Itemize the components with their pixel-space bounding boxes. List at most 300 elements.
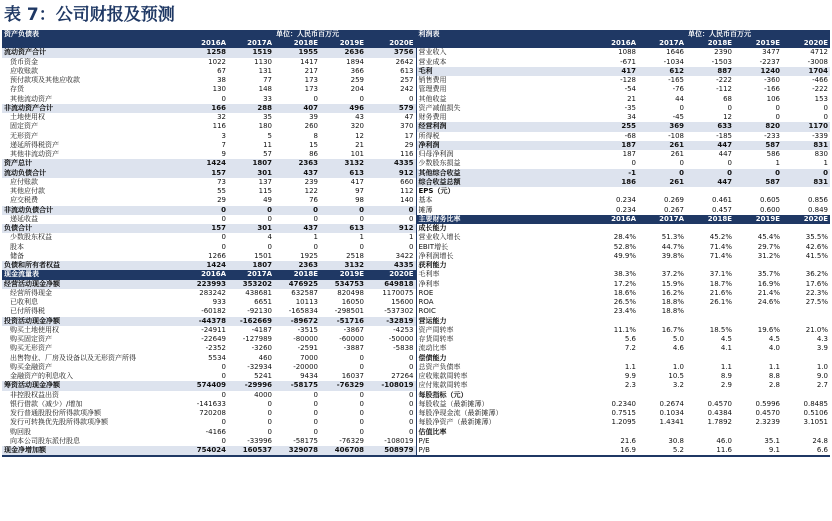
income-ratio-value: 3.2 <box>672 381 684 390</box>
table-row <box>2 67 830 76</box>
balance-sheet-unit: 单位：人民币百万元 <box>274 30 416 39</box>
balance-cashflow-value: 534753 <box>320 280 366 289</box>
table-row <box>2 132 830 141</box>
balance-cashflow-value: -165834 <box>288 307 318 316</box>
balance-cashflow-value: 9 <box>221 150 226 159</box>
income-ratio-value: 45.4% <box>757 233 780 242</box>
balance-cashflow-value: -80000 <box>293 335 318 344</box>
income-ratio-value: 831 <box>782 141 830 150</box>
income-ratio-value: 1088 <box>618 48 636 57</box>
income-ratio-value: 4.3 <box>816 335 829 344</box>
income-ratio-value: 26.1% <box>709 298 732 307</box>
income-ratio-value: -222 <box>716 76 732 85</box>
page-title: 表 7：公司财报及预测 <box>4 5 175 25</box>
table-row <box>2 437 830 446</box>
income-ratio-value: 35.5% <box>805 233 829 242</box>
income-ratio-value: -112 <box>716 85 732 94</box>
income-ratio-value: 0 <box>823 103 829 112</box>
balance-cashflow-value: 15600 <box>366 298 416 307</box>
table-row <box>2 391 830 400</box>
balance-cashflow-value: -4253 <box>366 326 416 335</box>
income-ratio-value: -339 <box>812 131 829 140</box>
balance-cashflow-value: 320 <box>350 122 364 131</box>
income-ratio-value: 18.8% <box>661 298 684 307</box>
income-ratio-value: 18.8% <box>661 307 684 316</box>
balance-cashflow-value: 649818 <box>366 280 416 289</box>
income-ratio-value: 0 <box>775 103 780 112</box>
balance-cashflow-value: 43 <box>355 113 364 122</box>
table-row <box>2 344 830 353</box>
year-header-blank <box>416 39 590 48</box>
income-ratio-label: EBIT增长 <box>418 242 449 251</box>
year-header-cell: 2020E <box>782 39 830 48</box>
income-ratio-label: 摊薄 <box>418 205 433 214</box>
balance-cashflow-value: 9434 <box>300 372 318 381</box>
balance-cashflow-value: 21 <box>355 140 364 149</box>
income-ratio-value: 21 <box>627 94 636 103</box>
income-ratio-value: 0.856 <box>807 196 829 205</box>
income-ratio-value: 23.4% <box>613 307 636 316</box>
income-ratio-value: 2.8 <box>768 381 780 390</box>
income-ratio-value: 4.5 <box>768 335 780 344</box>
income-ratio-value: 447 <box>686 178 734 187</box>
income-ratio-value <box>734 317 782 326</box>
income-ratio-value: 16.9% <box>757 279 780 288</box>
balance-cashflow-value: 1955 <box>274 48 320 57</box>
income-ratio-label: P/B <box>416 446 590 456</box>
table-row <box>2 104 830 113</box>
balance-cashflow-value: 820498 <box>337 288 364 297</box>
income-ratio-value: 35.1 <box>764 436 780 445</box>
balance-sheet-header: 资产负债表 <box>2 30 274 39</box>
income-ratio-value: 26.5% <box>613 298 636 307</box>
balance-cashflow-label: 负债和所有者权益 <box>2 261 182 270</box>
balance-cashflow-value: 10113 <box>295 298 318 307</box>
balance-cashflow-value: 242 <box>366 85 416 94</box>
income-ratio-value: 5.6 <box>624 335 636 344</box>
income-ratio-label: 净利润增长 <box>418 251 454 260</box>
income-ratio-label: 存货周转率 <box>418 335 454 344</box>
balance-cashflow-label: 非流动负债合计 <box>2 206 182 215</box>
table-row <box>2 206 830 215</box>
balance-cashflow-label: 土地使用权 <box>10 113 45 122</box>
balance-cashflow-value: 77 <box>263 76 272 85</box>
balance-cashflow-label: 流动资产合计 <box>2 48 182 57</box>
income-ratio-value: 6.6 <box>782 446 830 456</box>
balance-cashflow-value: -5838 <box>366 344 416 353</box>
income-ratio-value: -3008 <box>807 57 829 66</box>
income-ratio-value: 820 <box>734 122 782 131</box>
balance-cashflow-value: 301 <box>228 224 274 233</box>
balance-cashflow-value: 97 <box>355 187 364 196</box>
balance-cashflow-value: 0 <box>366 428 416 437</box>
income-ratio-label: 其他综合收益 <box>416 169 590 178</box>
balance-cashflow-value: 2636 <box>320 48 366 57</box>
balance-cashflow-value: 166 <box>182 104 228 113</box>
income-ratio-value: 0.267 <box>663 205 684 214</box>
income-ratio-value: 4.1 <box>720 344 732 353</box>
balance-cashflow-label: 金融资产的利息收入 <box>10 372 73 381</box>
balance-cashflow-value: -162669 <box>228 317 274 326</box>
balance-cashflow-value: -92130 <box>247 307 272 316</box>
income-ratio-value: 27.5% <box>805 298 829 307</box>
balance-cashflow-label: 货币资金 <box>10 57 38 66</box>
balance-cashflow-value: 148 <box>258 85 272 94</box>
income-ratio-value: 1646 <box>666 48 684 57</box>
balance-cashflow-value: 0 <box>221 390 226 399</box>
balance-cashflow-value: 0 <box>267 242 272 251</box>
income-ratio-value <box>686 317 734 326</box>
income-ratio-value: -2237 <box>759 57 780 66</box>
income-ratio-value: 831 <box>782 178 830 187</box>
income-ratio-value <box>782 391 830 400</box>
balance-cashflow-value: -22649 <box>201 335 226 344</box>
income-ratio-value: 28.4% <box>613 233 636 242</box>
income-ratio-value: 71.4% <box>709 251 732 260</box>
income-ratio-label: 应收账款周转率 <box>418 372 468 381</box>
balance-cashflow-value: 55 <box>217 187 226 196</box>
income-ratio-label: 基本 <box>418 196 433 205</box>
balance-cashflow-value: 2642 <box>366 58 416 67</box>
balance-cashflow-value: 76 <box>309 196 318 205</box>
income-ratio-value: -1 <box>590 169 638 178</box>
balance-cashflow-label: 无形资产 <box>10 131 38 140</box>
balance-cashflow-value: 86 <box>309 150 318 159</box>
balance-cashflow-value: 1424 <box>182 261 228 270</box>
income-ratio-value: 0 <box>775 113 780 122</box>
balance-cashflow-value: 460 <box>258 353 272 362</box>
income-ratio-value <box>590 391 638 400</box>
balance-cashflow-value: 0 <box>267 427 272 436</box>
income-ratio-value: 2.7 <box>816 381 829 390</box>
balance-cashflow-value: 130 <box>212 85 226 94</box>
income-ratio-value: 417 <box>590 67 638 76</box>
balance-cashflow-value: 0 <box>221 214 226 223</box>
balance-cashflow-value: 912 <box>366 169 416 178</box>
balance-cashflow-value: 301 <box>228 169 274 178</box>
income-ratio-value: 186 <box>590 178 638 187</box>
balance-cashflow-value: -108019 <box>366 381 416 390</box>
balance-cashflow-value: 437 <box>274 169 320 178</box>
income-ratio-value <box>734 307 782 316</box>
balance-cashflow-value: 0 <box>313 399 318 408</box>
income-ratio-value: 16.9 <box>590 446 638 456</box>
table-row <box>2 224 830 233</box>
balance-cashflow-value: 0 <box>313 94 318 103</box>
income-ratio-value: 21.6% <box>709 288 732 297</box>
income-ratio-value: 11.6 <box>686 446 734 456</box>
income-ratio-value: 0.461 <box>711 196 732 205</box>
income-ratio-value: 11.1% <box>613 325 636 334</box>
table-row <box>2 261 830 270</box>
income-ratio-value: 1.7892 <box>707 418 732 427</box>
income-ratio-value: -1034 <box>663 57 684 66</box>
income-ratio-value: 37.2% <box>661 270 684 279</box>
balance-cashflow-label: 发行普通股股份所得款项净额 <box>10 409 101 418</box>
balance-cashflow-value: 140 <box>366 196 416 205</box>
balance-cashflow-label: 少数股东权益 <box>10 233 52 242</box>
income-ratio-value <box>686 428 734 437</box>
income-ratio-value: 42.6% <box>805 242 829 251</box>
balance-cashflow-value: -20000 <box>293 362 318 371</box>
balance-cashflow-value: 0 <box>267 409 272 418</box>
income-ratio-label: 净利率 <box>418 279 440 288</box>
income-ratio-value: 0 <box>679 159 684 168</box>
balance-cashflow-value: 0 <box>221 94 226 103</box>
balance-cashflow-value: -44378 <box>182 317 228 326</box>
balance-cashflow-value: 1424 <box>182 159 228 168</box>
balance-cashflow-label: 其他流动资产 <box>10 94 52 103</box>
table-row <box>2 178 830 187</box>
balance-cashflow-value: 0 <box>320 206 366 215</box>
income-ratio-label: 获利能力 <box>418 261 447 270</box>
balance-cashflow-value: 39 <box>309 113 318 122</box>
income-ratio-value <box>734 187 782 196</box>
income-ratio-value <box>686 391 734 400</box>
income-ratio-label: EPS（元） <box>418 187 455 196</box>
balance-cashflow-label: 购买金融资产 <box>10 362 52 371</box>
balance-cashflow-value: 180 <box>258 122 272 131</box>
table-row <box>2 252 830 261</box>
balance-cashflow-value: 0 <box>221 372 226 381</box>
balance-cashflow-value: -76329 <box>339 436 364 445</box>
income-ratio-value: 34 <box>627 113 636 122</box>
income-ratio-value: -128 <box>620 76 636 85</box>
balance-cashflow-value: 476925 <box>274 280 320 289</box>
balance-cashflow-value: 1258 <box>182 48 228 57</box>
income-ratio-value <box>734 428 782 437</box>
income-ratio-value <box>686 261 734 270</box>
income-statement-header: 利润表 <box>416 30 686 39</box>
income-ratio-value: 0.234 <box>615 205 636 214</box>
income-ratio-value: 447 <box>686 141 734 150</box>
balance-cashflow-label: 出售物业、厂房及设备以及无形资产所得 <box>10 353 136 362</box>
table-row <box>2 335 830 344</box>
income-ratio-value: 3477 <box>762 48 780 57</box>
balance-cashflow-value: 223993 <box>182 280 228 289</box>
year-header-blank <box>2 39 182 48</box>
balance-cashflow-label: 现金净增加额 <box>2 446 182 456</box>
balance-cashflow-value: 57 <box>263 150 272 159</box>
income-ratio-value: 1.0 <box>816 362 829 371</box>
table-row <box>2 58 830 67</box>
balance-cashflow-value: 0 <box>267 214 272 223</box>
balance-cashflow-value: -141633 <box>196 399 226 408</box>
balance-cashflow-value: 0 <box>221 233 226 242</box>
income-ratio-value <box>734 224 782 233</box>
income-ratio-value: 45.2% <box>709 233 732 242</box>
income-ratio-value <box>782 317 830 326</box>
balance-cashflow-value: -32819 <box>366 317 416 326</box>
balance-cashflow-value: 0 <box>313 242 318 251</box>
income-ratio-value: 0 <box>679 103 684 112</box>
balance-cashflow-value: 0 <box>359 94 364 103</box>
income-ratio-value: 187 <box>590 141 638 150</box>
balance-cashflow-value: 259 <box>350 76 364 85</box>
table-row <box>2 215 830 224</box>
balance-cashflow-value: 1170075 <box>366 289 416 298</box>
balance-cashflow-value: 47 <box>366 113 416 122</box>
income-ratio-label: 总资产负债率 <box>418 362 461 371</box>
income-ratio-value: 633 <box>686 122 734 131</box>
income-ratio-value <box>638 187 686 196</box>
balance-cashflow-value: 1266 <box>208 251 226 260</box>
income-ratio-label: 每股净资产（最新摊薄） <box>418 418 496 427</box>
balance-cashflow-value: 0 <box>366 354 416 363</box>
income-ratio-value: 21.4% <box>757 288 780 297</box>
income-ratio-value <box>734 354 782 363</box>
table-row <box>2 187 830 196</box>
income-ratio-value: 1 <box>775 159 780 168</box>
income-ratio-value <box>590 317 638 326</box>
year-header-cell: 2016A <box>590 39 638 48</box>
table-row <box>2 372 830 381</box>
income-ratio-value: 16.2% <box>661 288 684 297</box>
balance-cashflow-label: 筹资活动现金净额 <box>2 381 182 390</box>
balance-cashflow-value: 4335 <box>366 261 416 270</box>
balance-cashflow-value: 366 <box>350 66 364 75</box>
balance-cashflow-label: 经营所得现金 <box>10 288 52 297</box>
year-header-cell: 2017A <box>228 39 274 48</box>
balance-cashflow-value: 660 <box>366 178 416 187</box>
balance-cashflow-label: 现金流量表 <box>2 270 182 279</box>
balance-cashflow-value: 7 <box>221 140 226 149</box>
balance-cashflow-value: 173 <box>304 85 318 94</box>
income-ratio-value: 0 <box>686 169 734 178</box>
balance-cashflow-value: -4187 <box>251 325 272 334</box>
income-ratio-value <box>686 187 734 196</box>
balance-cashflow-value: 3422 <box>366 252 416 261</box>
balance-cashflow-label: 递延收益 <box>10 214 38 223</box>
balance-cashflow-value: 0 <box>359 399 364 408</box>
balance-cashflow-value: -298501 <box>334 307 364 316</box>
balance-cashflow-value: 370 <box>366 122 416 131</box>
table-row <box>2 233 830 242</box>
income-ratio-value: -233 <box>764 131 780 140</box>
table-row <box>2 159 830 168</box>
balance-cashflow-value: 98 <box>355 196 364 205</box>
table-row <box>2 48 830 57</box>
balance-cashflow-value: 508979 <box>366 446 416 456</box>
income-ratio-value: 17.2% <box>613 279 636 288</box>
balance-cashflow-label: 购买固定资产 <box>10 335 52 344</box>
income-ratio-value: -68 <box>624 131 636 140</box>
table-row <box>2 141 830 150</box>
balance-cashflow-value: 2018E <box>274 270 320 279</box>
balance-cashflow-value: 438681 <box>245 288 272 297</box>
table-row <box>2 280 830 289</box>
balance-cashflow-value: 0 <box>366 95 416 104</box>
balance-cashflow-value: 38 <box>217 76 226 85</box>
balance-cashflow-value: -127989 <box>242 335 272 344</box>
header-row-years <box>2 39 830 48</box>
income-ratio-value <box>734 261 782 270</box>
income-ratio-value: 41.5% <box>805 251 829 260</box>
balance-cashflow-value: 157 <box>182 224 228 233</box>
balance-cashflow-value: 2019E <box>320 270 366 279</box>
balance-cashflow-value: 49 <box>263 196 272 205</box>
income-ratio-value: 1 <box>823 159 829 168</box>
balance-cashflow-value: 0 <box>366 215 416 224</box>
income-ratio-value: 0.7515 <box>611 409 636 418</box>
table-row <box>2 400 830 409</box>
income-ratio-label: 管理费用 <box>418 85 447 94</box>
financial-statement-table <box>2 30 830 457</box>
income-ratio-label: 流动比率 <box>418 344 447 353</box>
income-ratio-value: 0.5996 <box>755 399 780 408</box>
balance-cashflow-value: 3756 <box>366 48 416 57</box>
income-ratio-value <box>638 391 686 400</box>
income-ratio-value: 44.7% <box>661 242 684 251</box>
income-ratio-value <box>590 261 638 270</box>
balance-cashflow-label: 银行借款（减少）/增加 <box>10 399 83 408</box>
table-row <box>2 446 830 456</box>
income-ratio-value: 17.6% <box>805 279 829 288</box>
balance-cashflow-value: 16037 <box>341 372 364 381</box>
table-row <box>2 122 830 131</box>
balance-cashflow-value: 73 <box>217 177 226 186</box>
balance-cashflow-value: -3260 <box>251 344 272 353</box>
balance-cashflow-value: 0 <box>359 353 364 362</box>
income-ratio-value <box>734 391 782 400</box>
balance-cashflow-value: 0 <box>274 206 320 215</box>
balance-cashflow-value: -108019 <box>366 437 416 446</box>
balance-cashflow-value: 101 <box>350 150 364 159</box>
balance-cashflow-value: 1417 <box>300 57 318 66</box>
income-ratio-value: 0 <box>638 169 686 178</box>
income-ratio-value: 106 <box>766 94 780 103</box>
table-row <box>2 409 830 418</box>
year-header-cell: 2019E <box>734 39 782 48</box>
income-ratio-value: -466 <box>812 76 829 85</box>
income-ratio-label: 经营利润 <box>416 122 590 131</box>
balance-cashflow-value: -2591 <box>297 344 318 353</box>
balance-cashflow-value: 0 <box>359 390 364 399</box>
balance-cashflow-value: 574409 <box>182 381 228 390</box>
income-ratio-value: 68 <box>723 94 732 103</box>
balance-cashflow-value: 1925 <box>300 251 318 260</box>
income-ratio-value <box>590 354 638 363</box>
income-ratio-value: 2.3 <box>624 381 636 390</box>
income-ratio-label: ROA <box>418 298 434 307</box>
income-ratio-value: 49.9% <box>613 251 636 260</box>
income-ratio-value: 9.0 <box>816 372 829 381</box>
balance-cashflow-value: 1807 <box>228 261 274 270</box>
balance-cashflow-value: 131 <box>258 66 272 75</box>
balance-cashflow-label: 应收账款 <box>10 66 38 75</box>
income-ratio-value <box>782 187 830 196</box>
balance-cashflow-value: 2020E <box>366 270 416 279</box>
balance-cashflow-value: 0 <box>359 418 364 427</box>
balance-cashflow-value: 0 <box>267 399 272 408</box>
income-ratio-label: 净利润 <box>416 141 590 150</box>
balance-cashflow-value: 157 <box>182 169 228 178</box>
income-ratio-value: 0.234 <box>615 196 636 205</box>
income-ratio-value: 0 <box>823 113 829 122</box>
balance-cashflow-label: 已付所得税 <box>10 307 45 316</box>
income-ratio-value: 35.7% <box>757 270 780 279</box>
table-row <box>2 307 830 316</box>
balance-cashflow-value: 5534 <box>208 353 226 362</box>
income-ratio-value <box>686 307 734 316</box>
income-ratio-value: 0.4570 <box>707 399 732 408</box>
balance-cashflow-value: -4166 <box>205 427 226 436</box>
balance-cashflow-value: 1130 <box>254 57 272 66</box>
balance-cashflow-value: 1501 <box>254 251 272 260</box>
table-row <box>2 150 830 159</box>
income-ratio-value: 2018E <box>686 215 734 224</box>
balance-cashflow-label: 固定资产 <box>10 122 38 131</box>
